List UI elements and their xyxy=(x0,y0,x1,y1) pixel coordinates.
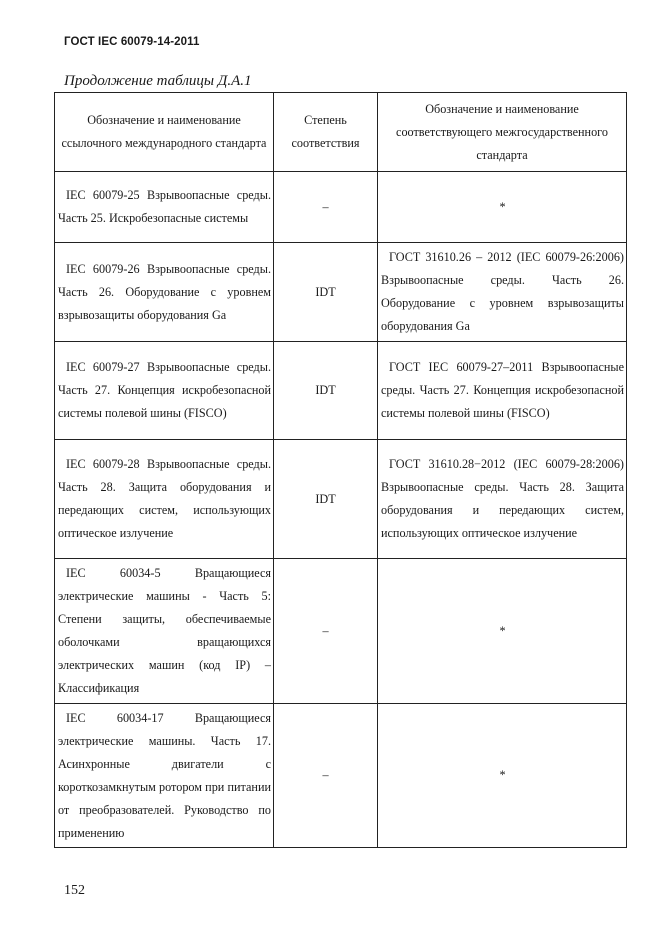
table-row xyxy=(55,704,627,848)
header-international-standard: Обозначение и наименование ссылочного международного стандарта xyxy=(55,93,274,172)
reference-standards-table xyxy=(54,92,627,848)
international-standard-cell: IEC 60079-27 Взрывоопасные среды. Часть 27. Концепция искробезопасной системы полевой шины (FISCO) xyxy=(55,342,274,440)
international-standard-cell: IEC 60079-26 Взрывоопасные среды. Часть 26. Оборудование с уровнем взрывозащиты оборудования Ga xyxy=(55,243,274,342)
degree-cell: IDT xyxy=(274,243,378,342)
interstate-standard-cell: ГОСТ 31610.28−2012 (IEC 60079-28:2006) Взрывоопасные среды. Часть 28. Защита оборудования и передающих систем, использующих оптическое излучение xyxy=(378,440,627,559)
table-row xyxy=(55,440,627,559)
interstate-standard-cell: ГОСТ IEC 60079-27–2011 Взрывоопасные среды. Часть 27. Концепция искробезопасной системы полевой шины (FISCO) xyxy=(378,342,627,440)
interstate-standard-cell: * xyxy=(378,704,627,848)
degree-cell: IDT xyxy=(274,342,378,440)
header-interstate-standard: Обозначение и наименование соответствующего межгосударственного стандарта xyxy=(378,93,627,172)
standard-header: ГОСТ IEC 60079-14-2011 xyxy=(64,36,200,48)
table-row xyxy=(55,172,627,243)
table-row xyxy=(55,342,627,440)
degree-cell: IDT xyxy=(274,440,378,559)
international-standard-cell: IEC 60079-28 Взрывоопасные среды. Часть 28. Защита оборудования и передающих систем, использующих оптическое излучение xyxy=(55,440,274,559)
table-row xyxy=(55,559,627,704)
table-header-row xyxy=(55,93,627,172)
table-caption: Продолжение таблицы Д.А.1 xyxy=(64,73,252,89)
degree-cell: – xyxy=(274,704,378,848)
interstate-standard-cell: ГОСТ 31610.26 – 2012 (IEC 60079-26:2006) Взрывоопасные среды. Часть 26. Оборудование с уровнем взрывозащиты оборудования Ga xyxy=(378,243,627,342)
international-standard-cell: IEC 60079-25 Взрывоопасные среды. Часть 25. Искробезопасные системы xyxy=(55,172,274,243)
interstate-standard-cell: * xyxy=(378,559,627,704)
degree-cell: – xyxy=(274,559,378,704)
header-degree-of-correspondence: Степень соответствия xyxy=(274,93,378,172)
interstate-standard-cell: * xyxy=(378,172,627,243)
page-number: 152 xyxy=(64,883,85,898)
table-row xyxy=(55,243,627,342)
international-standard-cell: IEC 60034-5 Вращающиеся электрические машины - Часть 5: Степени защиты, обеспечиваемые оболочками вращающихся электрических машин (код IP) – Классификация xyxy=(55,559,274,704)
international-standard-cell: IEC 60034-17 Вращающиеся электрические машины. Часть 17. Асинхронные двигатели с короткозамкнутым ротором при питании от преобразователей. Руководство по применению xyxy=(55,704,274,848)
degree-cell: – xyxy=(274,172,378,243)
